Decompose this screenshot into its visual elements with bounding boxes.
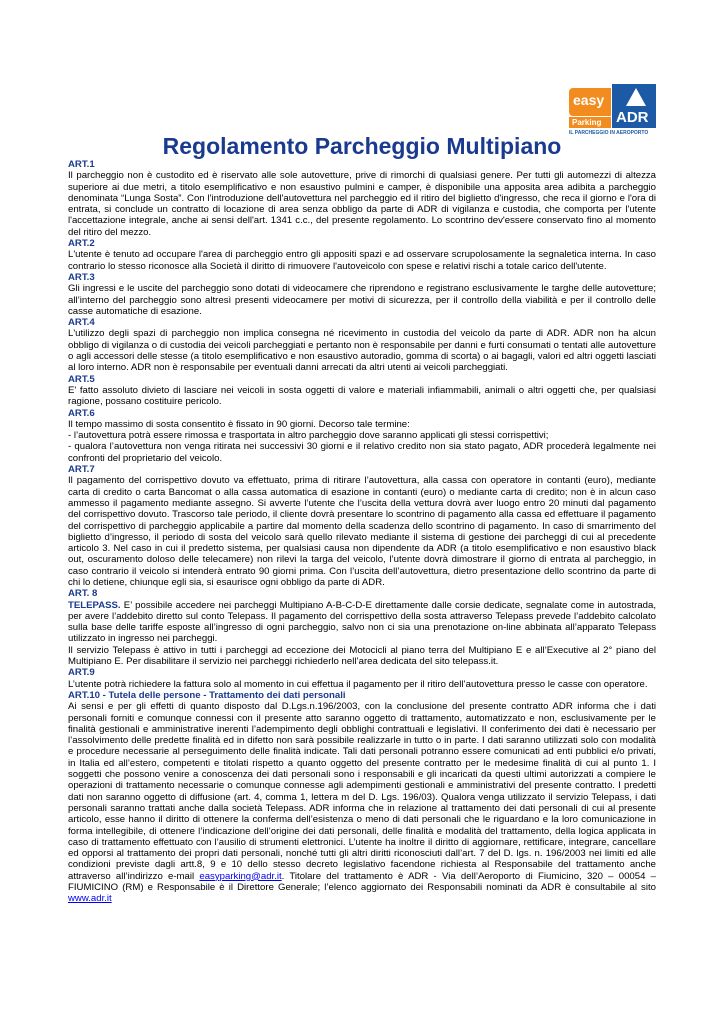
article-text: Il tempo massimo di sosta consentito è fissato in 90 giorni. Decorso tale termine: xyxy=(68,418,410,430)
telepass-lead: TELEPASS. xyxy=(68,599,121,611)
article-text: L'utente è tenuto ad occupare l'area di parcheggio entro gli appositi spazi e ad osservare scrupolosamente la segnaletica interna. In caso contrario lo stesso riconosce alla Società il diritto di rimuovere l'autoveicolo con spese e relativi rischi a totale carico dell'utente. xyxy=(68,249,656,272)
article-heading: ART.10 - Tutela delle persone - Trattamento dei dati personali xyxy=(68,689,346,701)
article-text: L’utente potrà richiedere la fattura solo al momento in cui effettua il pagamento per il ritiro dell’autovettura presso le casse con operatore. xyxy=(68,678,648,690)
article-text xyxy=(68,600,656,645)
article-text: L'utilizzo degli spazi di parcheggio non implica consegna né ricevimento in custodia del veicolo da parte di ADR. ADR non ha alcun obbligo di vigilanza o di custodia dei veicoli parcheggiati e pertanto non è responsabile per danni e furti consumati o tentati alle autovetture o agli accessori delle stesse (a titolo esemplificativo e non esaustivo autoradio, gomma di scorta) o ai bagagli, valori ed altri oggetti lasciati al loro interno. ADR non è responsabile per eventuali danni arrecati da altri utenti ai veicoli parcheggiati. xyxy=(68,328,656,374)
article-text: - l’autovettura potrà essere rimossa e trasportata in altro parcheggio dove saranno applicati gli stessi corrispettivi; xyxy=(68,430,549,442)
article-text-body: E’ possibile accedere nei parcheggi Multipiano A-B-C-D-E direttamente dalle corsie dedicate, segnalate come in autostrada, per avere l’addebito diretto sul conto Telepass. Il pagamento del corrispettivo della sosta attraverso Telepass prevede l’addebito calcolato sulla base delle tariffe esposte all’ingresso di ogni parcheggio, salvo non ci sia una prenotazione on-line abbinata all’apparato Telepass utilizzato in ingresso nei parcheggi. xyxy=(68,599,656,645)
logo-tagline: IL PARCHEGGIO IN AEROPORTO xyxy=(569,130,649,136)
article-heading: ART.1 xyxy=(68,159,95,170)
website-link[interactable]: www.adr.it xyxy=(68,893,112,905)
logo-easy-block xyxy=(569,88,611,116)
easy-parking-adr-logo xyxy=(569,84,657,138)
article-text-body: Ai sensi e per gli effetti di quanto disposto dal D.Lgs.n.196/2003, con la conclusione del presente contratto ADR informa che i dati personali forniti e comunque connessi con il presente atto saranno oggetto di trattamento, automatizzato e non, esclusivamente per le finalità gestionali e amministrative inerenti l’adempimento degli obblighi contrattuali e legislativi. Il conferimento dei dati è necessario per l’assolvimento delle predette finalità ed in difetto non sarà possibile realizzarle in tutto o in parte. I dati saranno utilizzati solo con modalità e procedure necessarie al perseguimento delle finalità indicate. Tali dati personali potranno essere comunicati ad enti pubblici e/o privati, in Italia ed all’estero, competenti e titolati rispetto a quanto oggetto del presente contratto per le medesime finalità di cui al punto 1. I soggetti che possono venire a conoscenza dei dati personali sono i responsabili e gli incaricati da questi ultimi autorizzati a compiere le operazioni di trattamento necessarie o comunque connesse agli adempimenti gestionali e amministrativi del presente contratto. I predetti dati non saranno oggetto di diffusione (art. 4, comma 1, lettera m del D. Lgs. 196/03). Qualora venga utilizzato il servizio Telepass, i dati personali saranno trattati anche dalla società Telepass. ADR informa che in relazione al trattamento dei dati personali di cui al presente articolo, esse hanno il diritto di ottenere la conferma dell’esistenza o meno di dati personali che le riguardano e la loro comunicazione in forma intellegibile, di ottenere l’indicazione dell’origine dei dati personali, delle finalità e modalità del trattamento, della logica applicata in caso di trattamento effettuato con l’ausilio di strumenti elettronici. L’utente ha inoltre il diritto di aggiornare, rettificare, integrare, cancellare ed opporsi al trattamento dei propri dati personali, nonché tutti gli altri diritti riconosciuti dall’art. 7 del D. lgs. n. 196/2003 nei limiti ed alle condizioni previste dagli artt.8, 9 e 10 dello stesso decreto legislativo facendone richiesta al Responsabile del trattamento anche attraverso all’indirizzo e-mail xyxy=(68,701,656,882)
article-text-body: . Titolare del trattamento è ADR - Via dell’Aeroporto di Fiumicino, 320 – 00054 – FIUMICINO (RM) e Responsabile è il Direttore Generale; l’elenco aggiornato dei Responsabili nominati da ADR è consultabile al sito xyxy=(68,870,656,893)
article-heading: ART.5 xyxy=(68,373,95,385)
article-heading: ART.4 xyxy=(68,317,95,329)
regulation-document xyxy=(68,159,656,905)
article-heading: ART. 8 xyxy=(68,588,98,600)
article-heading: ART.7 xyxy=(68,464,95,476)
article-heading: ART.9 xyxy=(68,667,95,679)
page-title: Regolamento Parcheggio Multipiano xyxy=(162,133,562,159)
logo-parking-text: Parking xyxy=(572,118,602,127)
article-text xyxy=(68,701,656,904)
article-text: E' fatto assoluto divieto di lasciare nei veicoli in sosta oggetti di valore e materiali infiammabili, animali o altri oggetti che, per qualsiasi ragione, possano costituire pericolo. xyxy=(68,384,656,408)
article-text: Il pagamento del corrispettivo dovuto va effettuato, prima di ritirare l’autovettura, alla cassa con operatore in contanti (euro), mediante carta di credito o carta Bancomat o alla cassa automatica di esazione in contanti (euro) o mediante carta di credito; non è in alcun caso ammesso il pagamento mediante assegno. Si avverte l’utente che l’uscita della vettura dovrà aver luogo entro 20 minuti dal pagamento del corrispettivo dovuto. Trascorso tale periodo, il cliente dovrà presentare lo scontrino di pagamento alla cassa ed effettuare il pagamento del corrispettivo di parcheggio applicabile a partire dal momento della scadenza dello scontrino di pagamento. In caso di smarrimento del biglietto d’ingresso, il periodo di sosta del veicolo sarà quello rilevato mediante il sistema di gestione dei parcheggi di cui al precedente articolo 3. Nel caso in cui il predetto sistema, per qualsiasi causa non dipendente da ADR (a titolo esemplificativo e non esaustivo black out, oscuramento doloso delle telecamere) non rilevi la targa del veicolo, l’utente dovrà dimostrare il giorno di entrata al parcheggio, in caso contrario il veicolo si intenderà entrato 90 giorni prima. Con l’uscita dell’autovettura, dietro presentazione dello scontrino da parte di chi lo detiene, chiunque egli sia, si esaurisce ogni obbligo da parte di ADR. xyxy=(68,475,656,588)
article-text: Gli ingressi e le uscite del parcheggio sono dotati di videocamere che riprendono e registrano esclusivamente le targhe delle autovetture; all’interno del parcheggio sono altresì presenti videocamere per motivi di sicurezza, per il controllo della viabilità e per il controllo delle casse automatiche di esazione. xyxy=(68,283,656,317)
logo-parking-block xyxy=(569,117,611,128)
article-heading: ART.2 xyxy=(68,238,95,250)
airplane-icon xyxy=(626,88,646,106)
logo-adr-text: ADR xyxy=(616,109,649,126)
article-text: Il servizio Telepass è attivo in tutti i parcheggi ad eccezione dei Motocicli al piano terra del Multipiano E e all’Executive al 2° piano del Multipiano E. Per disabilitare il servizio nei parcheggi richiederlo nell’area dedicata del sito telepass.it. xyxy=(68,644,656,668)
article-text: - qualora l’autovettura non venga ritirata nei successivi 30 giorni e il relativo credito non sia stato pagato, ADR procederà legalmente nei confronti del proprietario del veicolo. xyxy=(68,441,656,464)
article-text: Il parcheggio non è custodito ed è riservato alle sole autovetture, prive di rimorchi di qualsiasi genere. Per tutti gli automezzi di altezza superiore ai due metri, a titolo esemplificativo e non esaustivo pulmini e camper, è disponibile una apposita area adibita a parcheggio denominata “Lunga Sosta”. Con l'introduzione dell'autovettura nel parcheggio ed il ritiro del biglietto d'ingresso, che reca il giorno e l'ora di entrata, si conclude un contratto di locazione di area senza obbligo da parte di ADR di vigilanza e custodia, che comporta per l'utente l'accettazione integrale, anche ai sensi dell'art. 1341 c.c., del presente regolamento. Lo scontrino dev'essere conservato fino al momento del ritiro del mezzo. xyxy=(68,170,656,238)
article-heading: ART.6 xyxy=(68,407,95,419)
logo-easy-text: easy xyxy=(573,92,605,108)
article-heading: ART.3 xyxy=(68,271,95,283)
email-link[interactable]: easyparking@adr.it xyxy=(199,870,282,882)
logo-adr-block xyxy=(612,84,656,128)
